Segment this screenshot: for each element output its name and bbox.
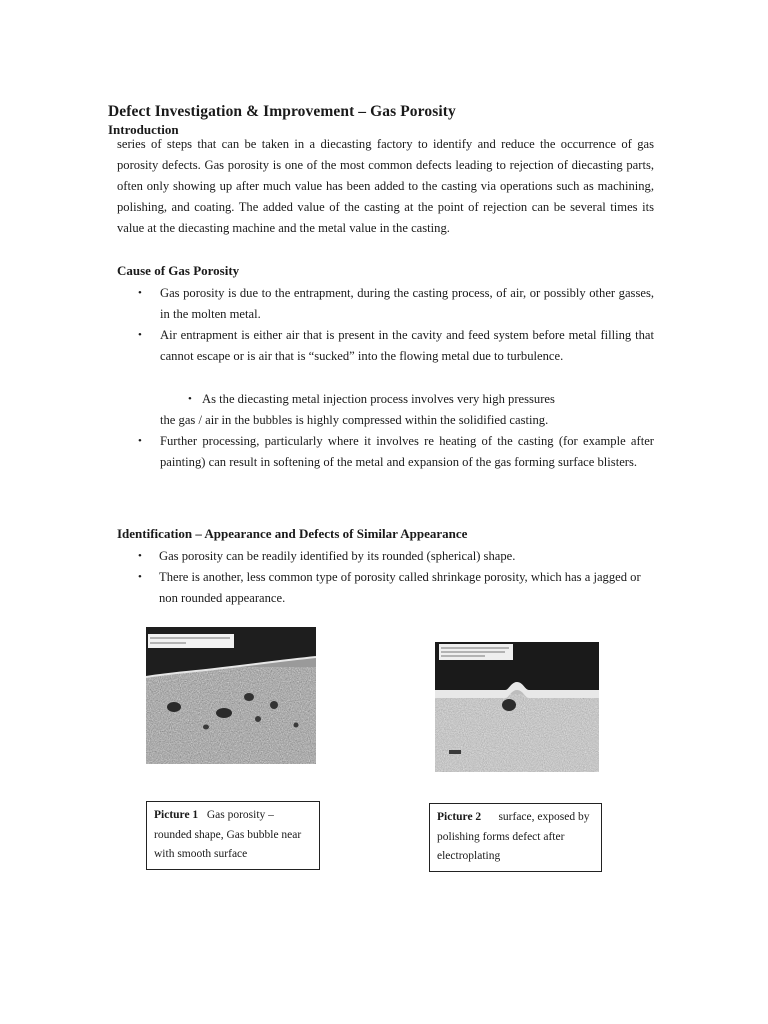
document-title: Defect Investigation & Improvement – Gas Porosity	[108, 103, 456, 120]
identification-heading: Identification – Appearance and Defects of Similar Appearance	[117, 526, 468, 541]
picture-1-label: Picture 1	[154, 809, 199, 821]
bullet-icon: •	[138, 329, 142, 341]
sub-list-continuation: the gas / air in the bubbles is highly compressed within the solidified casting.	[160, 413, 549, 427]
list-item	[138, 431, 654, 473]
bullet-icon: •	[188, 393, 192, 405]
micrograph-1-image	[146, 627, 316, 764]
introduction-paragraph: series of steps that can be taken in a diecasting factory to identify and reduce the occurrence of gas porosity defects. Gas porosity is one of the most common defects leading to rejection of diecasting parts, often only showing up after much value has been added to the casting via operations such as machining, polishing, and coating. The added value of the casting at the point of rejection can be several times its value at the diecasting machine and the metal value in the casting.	[117, 137, 654, 235]
bullet-icon: •	[138, 550, 142, 562]
gas-porosity-micrograph-2	[435, 642, 599, 772]
list-item	[138, 546, 659, 567]
list-item	[138, 567, 659, 609]
bullet-icon: •	[138, 287, 142, 299]
sub-list-item-text: As the diecasting metal injection process involves very high pressures	[202, 392, 555, 406]
cause-bullet-list-2	[0, 431, 654, 473]
bullet-icon: •	[138, 571, 142, 583]
picture-2-caption-text: surface, exposed by polishing forms defect after electroplating	[437, 811, 590, 862]
list-item-text: Further processing, particularly where it involves re heating of the casting (for example after painting) can result in softening of the metal and expansion of the gas forming surface blisters.	[160, 434, 654, 469]
picture-1-caption	[146, 801, 320, 870]
list-item-text: Gas porosity can be readily identified by its rounded (spherical) shape.	[159, 549, 516, 563]
gas-porosity-micrograph-1	[146, 627, 316, 764]
cause-heading: Cause of Gas Porosity	[117, 263, 240, 278]
bullet-icon: •	[138, 435, 142, 447]
list-item-text: Gas porosity is due to the entrapment, during the casting process, of air, or possibly other gasses, in the molten metal.	[160, 286, 654, 321]
sub-list-item	[188, 389, 555, 410]
picture-2-label: Picture 2	[437, 811, 482, 823]
picture-1-caption-text: Gas porosity – rounded shape, Gas bubble near with smooth surface	[154, 809, 302, 860]
list-item	[138, 283, 654, 325]
cause-bullet-list	[0, 283, 654, 367]
picture-2-caption	[429, 803, 602, 872]
identification-bullet-list	[0, 546, 659, 609]
list-item	[138, 325, 654, 367]
introduction-heading: Introduction	[108, 122, 179, 137]
micrograph-2-image	[435, 642, 599, 772]
list-item-text: There is another, less common type of porosity called shrinkage porosity, which has a jagged or non rounded appearance.	[159, 570, 641, 605]
list-item-text: Air entrapment is either air that is present in the cavity and feed system before metal filling that cannot escape or is air that is “sucked” into the flowing metal due to turbulence.	[160, 328, 654, 363]
